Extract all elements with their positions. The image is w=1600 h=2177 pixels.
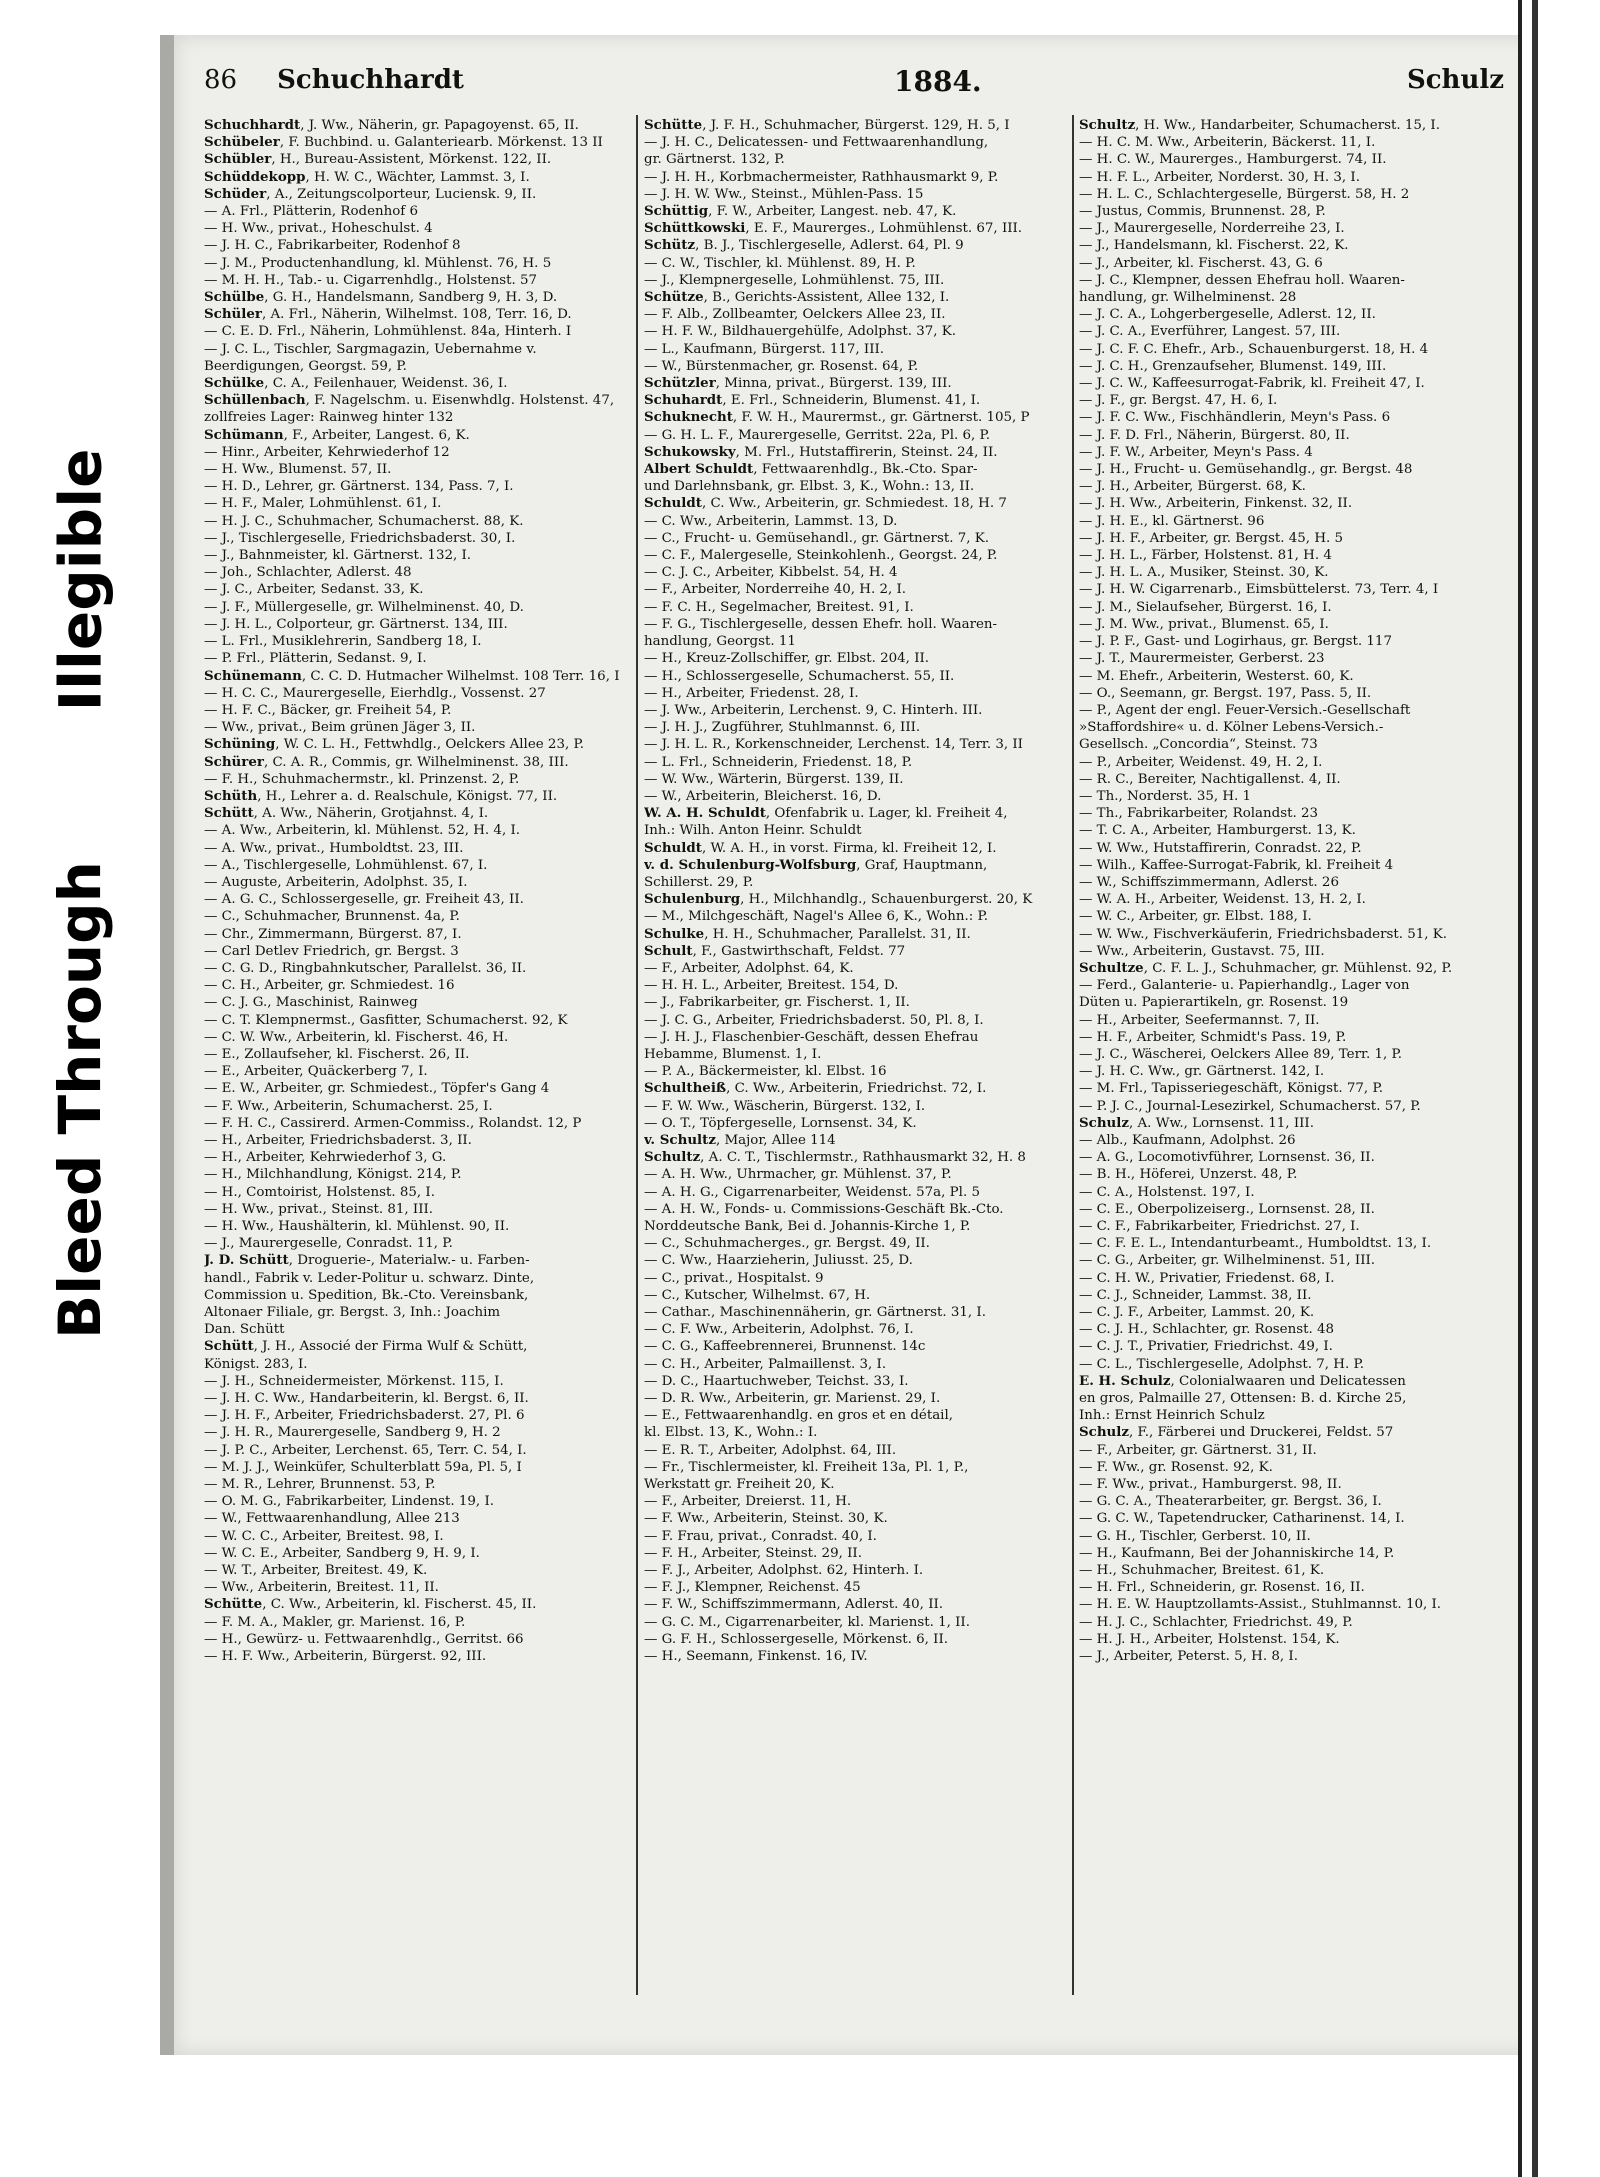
directory-entry-line: — W., Schiffszimmermann, Adlerst. 26	[1079, 874, 1339, 890]
header-right-name: Schulz	[1406, 65, 1504, 95]
directory-entry-line: Schütz, B. J., Tischlergeselle, Adlerst. 64, Pl. 9	[644, 237, 964, 254]
directory-entry-line: — G. C. W., Tapetendrucker, Catharinenst. 14, I.	[1079, 1511, 1405, 1527]
directory-entry-line: — J. H., Schneidermeister, Mörkenst. 115, I.	[204, 1373, 504, 1389]
directory-entry-line: — J. C., Klempner, dessen Ehefrau holl. Waaren-	[1079, 272, 1405, 288]
directory-entry-line: — J. F., gr. Bergst. 47, H. 6, I.	[1079, 393, 1278, 409]
page-number: 86	[204, 65, 238, 95]
directory-entry-line: Inh.: Ernst Heinrich Schulz	[1079, 1408, 1265, 1424]
directory-entry-line: — C. E. D. Frl., Näherin, Lohmühlenst. 84a, Hinterh. I	[204, 324, 572, 340]
directory-entry-line: Schübeler, F. Buchbind. u. Galanteriearb. Mörkenst. 13 II	[204, 134, 603, 151]
directory-entry-line: — C. F., Malergeselle, Steinkohlenh., Georgst. 24, P.	[644, 548, 998, 564]
page-header-left	[204, 65, 464, 95]
directory-entry-line: — F., Arbeiter, Adolphst. 64, K.	[644, 960, 854, 976]
directory-entry-line: — H. Frl., Schneiderin, gr. Rosenst. 16, II.	[1079, 1580, 1365, 1596]
directory-entry-line: — C. H. W., Privatier, Friedenst. 68, I.	[1079, 1270, 1335, 1286]
directory-entry-line: — Wilh., Kaffee-Surrogat-Fabrik, kl. Freiheit 4	[1079, 857, 1394, 873]
directory-entry-line: — C. G., Kaffeebrennerei, Brunnenst. 14c	[644, 1339, 926, 1355]
directory-entry-line: — G. C. A., Theaterarbeiter, gr. Bergst. 36, I.	[1079, 1494, 1382, 1510]
directory-entry-line: — M. H. H., Tab.- u. Cigarrenhdlg., Holstenst. 57	[204, 272, 538, 288]
directory-entry-line: — F. W., Schiffszimmermann, Adlerst. 40, II.	[644, 1597, 944, 1613]
page-header	[204, 65, 1514, 105]
page-edge-line	[1532, 0, 1538, 2177]
directory-entry-line: — L. Frl., Schneiderin, Friedenst. 18, P.	[644, 754, 913, 770]
directory-entry-line: — G. H., Tischler, Gerberst. 10, II.	[1079, 1528, 1311, 1544]
directory-entry-line: — H. E. W. Hauptzollamts-Assist., Stuhlmannst. 10, I.	[1079, 1597, 1442, 1613]
directory-entry-line: — C. Ww., Arbeiterin, Lammst. 13, D.	[644, 513, 898, 529]
directory-entry-line: — H. C. M. Ww., Arbeiterin, Bäckerst. 11, I.	[1079, 135, 1376, 151]
directory-entry-line: — H. F., Maler, Lohmühlenst. 61, I.	[204, 496, 442, 512]
directory-entry-line: — L. Frl., Musiklehrerin, Sandberg 18, I.	[204, 634, 482, 650]
directory-page-scan	[160, 35, 1554, 2055]
directory-entry-line: — H., Schlossergeselle, Schumacherst. 55, II.	[644, 668, 955, 684]
directory-entry-line: — H. F., Arbeiter, Schmidt's Pass. 19, P.	[1079, 1029, 1347, 1045]
directory-entry-line: — T. C. A., Arbeiter, Hamburgerst. 13, K.	[1079, 823, 1356, 839]
directory-entry-line: — F. J., Arbeiter, Adolphst. 62, Hinterh. I.	[644, 1563, 924, 1579]
directory-entry-line: Schülke, C. A., Feilenhauer, Weidenst. 36, I.	[204, 375, 508, 392]
directory-entry-line: — C. G., Arbeiter, gr. Wilhelminenst. 51, III.	[1079, 1253, 1376, 1269]
directory-entry-line: Schulz, F., Färberei und Druckerei, Feldst. 57	[1079, 1424, 1394, 1441]
directory-entry-line: Schüning, W. C. L. H., Fettwhdlg., Oelckers Allee 23, P.	[204, 736, 585, 753]
directory-entry-line: — C. J. H., Schlachter, gr. Rosenst. 48	[1079, 1322, 1335, 1338]
directory-entry-line: — J. F., Müllergeselle, gr. Wilhelminenst. 40, D.	[204, 599, 524, 615]
directory-entry-line: Schuldt, W. A. H., in vorst. Firma, kl. Freiheit 12, I.	[644, 839, 997, 856]
directory-entry-line: — J. H. C., Fabrikarbeiter, Rodenhof 8	[204, 238, 461, 254]
directory-entry-line: — C., Schuhmacherges., gr. Bergst. 49, II.	[644, 1236, 930, 1252]
directory-entry-line: — H., Seemann, Finkenst. 16, IV.	[644, 1649, 868, 1665]
directory-entry-line: — Chr., Zimmermann, Bürgerst. 87, I.	[204, 926, 462, 942]
column-divider	[636, 115, 638, 1995]
directory-entry-line: Hebamme, Blumenst. 1, I.	[644, 1046, 822, 1062]
directory-entry-line: — J. H. C. Ww., Handarbeiterin, kl. Bergst. 6, II.	[204, 1391, 529, 1407]
directory-entry-line: — F. J., Klempner, Reichenst. 45	[644, 1580, 861, 1596]
directory-entry-line: Schulenburg, H., Milchhandlg., Schauenburgerst. 20, K	[644, 891, 1033, 908]
directory-entry-line: — J. H. L., Färber, Holstenst. 81, H. 4	[1079, 548, 1332, 564]
adjacent-page-edge	[1518, 0, 1600, 2177]
directory-entry-line: — J. C. L., Tischler, Sargmagazin, Uebernahme v.	[204, 341, 537, 357]
directory-entry-line: — C., Kutscher, Wilhelmst. 67, H.	[644, 1287, 871, 1303]
directory-entry-line: Schümann, F., Arbeiter, Langest. 6, K.	[204, 426, 470, 443]
directory-entry-line: — A. Ww., privat., Humboldtst. 23, III.	[204, 840, 464, 856]
directory-entry-line: — F., Arbeiter, Norderreihe 40, H. 2, I.	[644, 582, 907, 598]
directory-entry-line: — Hinr., Arbeiter, Kehrwiederhof 12	[204, 444, 450, 460]
directory-entry-line: — J. P. C., Arbeiter, Lerchenst. 65, Terr. C. 54, I.	[204, 1442, 527, 1458]
directory-entry-line: — D. C., Haartuchweber, Teichst. 33, I.	[644, 1373, 909, 1389]
directory-entry-line: — H., Arbeiter, Friedenst. 28, I.	[644, 685, 859, 701]
directory-entry-line: — H. F. L., Arbeiter, Norderst. 30, H. 3, I.	[1079, 169, 1360, 185]
directory-entry-line: — H., Kaufmann, Bei der Johanniskirche 14, P.	[1079, 1545, 1395, 1561]
directory-entry-line: — H. Ww., Blumenst. 57, II.	[204, 462, 392, 478]
directory-entry-line: — Th., Norderst. 35, H. 1	[1079, 788, 1252, 804]
directory-entry-line: — H., Milchhandlung, Königst. 214, P.	[204, 1167, 462, 1183]
directory-entry-line: — H. J. H., Arbeiter, Holstenst. 154, K.	[1079, 1631, 1340, 1647]
directory-entry-line: — F. Frau, privat., Conradst. 40, I.	[644, 1528, 877, 1544]
directory-entry-line: — H., Arbeiter, Kehrwiederhof 3, G.	[204, 1150, 447, 1166]
directory-entry-line: — C. T. Klempnermst., Gasfitter, Schumacherst. 92, K	[204, 1012, 568, 1028]
directory-entry-line: Königst. 283, I.	[204, 1356, 308, 1372]
directory-entry-line: Schübler, H., Bureau-Assistent, Mörkenst. 122, II.	[204, 151, 552, 168]
directory-entry-line: Inh.: Wilh. Anton Heinr. Schuldt	[644, 823, 862, 839]
directory-entry-line: — Ferd., Galanterie- u. Papierhandlg., Lager von	[1079, 978, 1410, 994]
directory-entry-line: Schülbe, G. H., Handelsmann, Sandberg 9, H. 3, D.	[204, 289, 558, 306]
directory-entry-line: Schukowsky, M. Frl., Hutstaffirerin, Steinst. 24, II.	[644, 443, 998, 460]
directory-entry-line: — J. C., Wäscherei, Oelckers Allee 89, Terr. 1, P.	[1079, 1046, 1403, 1062]
directory-entry-line: Schüllenbach, F. Nagelschm. u. Eisenwhdlg. Holstenst. 47,	[204, 392, 615, 409]
directory-entry-line: — J. T., Maurermeister, Gerberst. 23	[1079, 651, 1325, 667]
directory-entry-line: — J. C. A., Lohgerbergeselle, Adlerst. 12, II.	[1079, 307, 1376, 323]
directory-entry-line: — D. R. Ww., Arbeiterin, gr. Marienst. 29, I.	[644, 1391, 941, 1407]
directory-entry-line: — H., Comtoirist, Holstenst. 85, I.	[204, 1184, 435, 1200]
directory-entry-line: — J. C. F. C. Ehefr., Arb., Schauenburgerst. 18, H. 4	[1079, 341, 1429, 357]
directory-entry-line: handlung, gr. Wilhelminenst. 28	[1079, 290, 1297, 306]
directory-entry-line: — J., Bahnmeister, kl. Gärtnerst. 132, I.	[204, 548, 472, 564]
directory-entry-line: — J. M. Ww., privat., Blumenst. 65, I.	[1079, 616, 1329, 632]
directory-entry-line: — E., Zollaufseher, kl. Fischerst. 26, II.	[204, 1046, 470, 1062]
directory-entry-line: Commission u. Spedition, Bk.-Cto. Vereinsbank,	[204, 1287, 529, 1303]
directory-entry-line: — O. M. G., Fabrikarbeiter, Lindenst. 19, I.	[204, 1494, 494, 1510]
directory-entry-line: — J. C. G., Arbeiter, Friedrichsbaderst. 50, Pl. 8, I.	[644, 1012, 984, 1028]
directory-entry-line: — C. J. C., Arbeiter, Kibbelst. 54, H. 4	[644, 565, 898, 581]
directory-column-2	[644, 117, 1064, 1665]
directory-entry-line: — H., Schuhmacher, Breitest. 61, K.	[1079, 1563, 1325, 1579]
directory-entry-line: — Th., Fabrikarbeiter, Rolandst. 23	[1079, 806, 1319, 822]
directory-entry-line: — H. Ww., Haushälterin, kl. Mühlenst. 90, II.	[204, 1219, 510, 1234]
directory-entry-line: — C. F. E. L., Intendanturbeamt., Humboldtst. 13, I.	[1079, 1236, 1432, 1252]
directory-entry-line: — Carl Detlev Friedrich, gr. Bergst. 3	[204, 943, 459, 959]
directory-entry-line: — C. W., Tischler, kl. Mühlenst. 89, H. P.	[644, 255, 916, 271]
directory-entry-line: gr. Gärtnerst. 132, P.	[644, 152, 785, 168]
directory-entry-line: — M. Frl., Tapisseriegeschäft, Königst. 77, P.	[1079, 1081, 1383, 1097]
directory-entry-line: — W. C. C., Arbeiter, Breitest. 98, I.	[204, 1528, 444, 1544]
directory-entry-line: — C. F., Fabrikarbeiter, Friedrichst. 27, I.	[1079, 1219, 1360, 1234]
directory-entry-line: — A. H. Ww., Uhrmacher, gr. Mühlenst. 37, P.	[644, 1167, 952, 1183]
directory-entry-line: J. D. Schütt, Droguerie-, Materialw.- u. Farben-	[204, 1252, 530, 1269]
directory-entry-line: — Ww., privat., Beim grünen Jäger 3, II.	[204, 720, 476, 736]
directory-entry-line: Schuhardt, E. Frl., Schneiderin, Blumenst. 41, I.	[644, 392, 981, 409]
directory-entry-line: — W. Ww., Fischverkäuferin, Friedrichsbaderst. 51, K.	[1079, 926, 1448, 942]
directory-entry-line: — G. H. L. F., Maurergeselle, Gerritst. 22a, Pl. 6, P.	[644, 427, 991, 443]
bleed-through-label	[20, 820, 140, 1380]
directory-entry-line: — J., Tischlergeselle, Friedrichsbaderst. 30, I.	[204, 530, 516, 546]
directory-entry-line: en gros, Palmaille 27, Ottensen: B. d. Kirche 25,	[1079, 1391, 1407, 1407]
directory-entry-line: — W., Arbeiterin, Bleicherst. 16, D.	[644, 788, 882, 804]
directory-entry-line: — G. C. M., Cigarrenarbeiter, kl. Marienst. 1, II.	[644, 1614, 970, 1630]
directory-entry-line: — J. F. W., Arbeiter, Meyn's Pass. 4	[1079, 444, 1313, 460]
directory-entry-line: — F. H. C., Cassirerd. Armen-Commiss., Rolandst. 12, P	[204, 1115, 582, 1131]
directory-entry-line: — H. F. Ww., Arbeiterin, Bürgerst. 92, III.	[204, 1649, 487, 1665]
directory-entry-line: — F. H., Schuhmachermstr., kl. Prinzenst. 2, P.	[204, 771, 520, 787]
directory-entry-line: Schüttkowski, E. F., Maurerges., Lohmühlenst. 67, III.	[644, 220, 1023, 237]
directory-entry-line: — Ww., Arbeiterin, Gustavst. 75, III.	[1079, 943, 1325, 959]
directory-entry-line: — J., Handelsmann, kl. Fischerst. 22, K.	[1079, 238, 1349, 254]
directory-entry-line: — J. C., Arbeiter, Sedanst. 33, K.	[204, 582, 424, 598]
directory-entry-line: — C. F. Ww., Arbeiterin, Adolphst. 76, I.	[644, 1322, 914, 1338]
directory-entry-line: Schultz, H. Ww., Handarbeiter, Schumacherst. 15, I.	[1079, 117, 1440, 133]
directory-entry-line: — J. H. F., Arbeiter, Friedrichsbaderst. 27, Pl. 6	[204, 1408, 525, 1424]
directory-entry-line: — P., Arbeiter, Weidenst. 49, H. 2, I.	[1079, 754, 1323, 770]
directory-entry-line: — E., Arbeiter, Quäckerberg 7, I.	[204, 1064, 428, 1080]
directory-entry-line: — H. H. L., Arbeiter, Breitest. 154, D.	[644, 978, 899, 994]
directory-entry-line: Schütte, C. Ww., Arbeiterin, kl. Fischerst. 45, II.	[204, 1596, 537, 1613]
directory-entry-line: — W. C. E., Arbeiter, Sandberg 9, H. 9, I.	[204, 1545, 480, 1561]
directory-entry-line: Schünemann, C. C. D. Hutmacher Wilhelmst. 108 Terr. 16, I	[204, 667, 620, 684]
directory-entry-line: — H. F. C., Bäcker, gr. Freiheit 54, P.	[204, 702, 452, 718]
directory-entry-line: — J., Arbeiter, kl. Fischerst. 43, G. 6	[1079, 255, 1323, 271]
directory-entry-line: Schuknecht, F. W. H., Maurermst., gr. Gärtnerst. 105, P	[644, 409, 1030, 426]
directory-entry-line: — F. G., Tischlergeselle, dessen Ehefr. holl. Waaren-	[644, 616, 998, 632]
directory-entry-line: — B. H., Höferei, Unzerst. 48, P.	[1079, 1167, 1298, 1183]
directory-entry-line: und Darlehnsbank, gr. Elbst. 3, K., Wohn.: 13, II.	[644, 479, 975, 495]
directory-entry-line: — C. H., Arbeiter, Palmaillenst. 3, I.	[644, 1356, 887, 1372]
directory-entry-line: — F. Ww., gr. Rosenst. 92, K.	[1079, 1459, 1273, 1475]
directory-entry-line: — A. G., Locomotivführer, Lornsenst. 36, II.	[1079, 1150, 1375, 1166]
directory-entry-line: — W., Bürstenmacher, gr. Rosenst. 64, P.	[644, 358, 919, 374]
directory-entry-line: — C. J. G., Maschinist, Rainweg	[204, 995, 418, 1011]
directory-entry-line: — Alb., Kaufmann, Adolphst. 26	[1079, 1132, 1296, 1148]
directory-entry-line: — G. F. H., Schlossergeselle, Mörkenst. 6, II.	[644, 1631, 949, 1647]
directory-entry-line: — F. Ww., Arbeiterin, Steinst. 30, K.	[644, 1511, 888, 1527]
directory-entry-line: — J. M., Productenhandlung, kl. Mühlenst. 76, H. 5	[204, 255, 552, 271]
directory-entry-line: — J. H. C. Ww., gr. Gärtnerst. 142, I.	[1079, 1064, 1325, 1080]
directory-entry-line: — A. Frl., Plätterin, Rodenhof 6	[204, 204, 419, 220]
directory-entry-line: — J. H. L. A., Musiker, Steinst. 30, K.	[1079, 565, 1329, 581]
directory-entry-line: — Justus, Commis, Brunnenst. 28, P.	[1079, 204, 1326, 220]
directory-entry-line: — H. F. W., Bildhauergehülfe, Adolphst. 37, K.	[644, 324, 957, 340]
directory-entry-line: — J. M., Sielaufseher, Bürgerst. 16, I.	[1079, 599, 1332, 615]
directory-entry-line: v. Schultz, Major, Allee 114	[644, 1131, 836, 1148]
directory-entry-line: — A. G. C., Schlossergeselle, gr. Freiheit 43, II.	[204, 892, 524, 908]
directory-entry-line: — H. J. C., Schlachter, Friedrichst. 49, P.	[1079, 1614, 1353, 1630]
directory-entry-line: — J. F. D. Frl., Näherin, Bürgerst. 80, II.	[1079, 427, 1350, 443]
directory-entry-line: — W. C., Arbeiter, gr. Elbst. 188, I.	[1079, 909, 1312, 925]
directory-entry-line: — J. H. W. Cigarrenarb., Eimsbüttelerst. 73, Terr. 4, I	[1079, 582, 1439, 598]
directory-entry-line: — C. A., Holstenst. 197, I.	[1079, 1184, 1255, 1200]
directory-entry-line: W. A. H. Schuldt, Ofenfabrik u. Lager, kl. Freiheit 4,	[644, 805, 1008, 822]
annotation-label-panel	[0, 0, 160, 1400]
directory-entry-line: — F. Ww., privat., Hamburgerst. 98, II.	[1079, 1477, 1342, 1493]
directory-entry-line: — C. J. F., Arbeiter, Lammst. 20, K.	[1079, 1305, 1315, 1321]
directory-entry-line: — C., privat., Hospitalst. 9	[644, 1270, 824, 1286]
directory-entry-line: — J. H. L. R., Korkenschneider, Lerchenst. 14, Terr. 3, II	[644, 737, 1023, 753]
directory-entry-line: — A., Tischlergeselle, Lohmühlenst. 67, I.	[204, 857, 488, 873]
directory-entry-line: Schultheiß, C. Ww., Arbeiterin, Friedrichst. 72, I.	[644, 1080, 987, 1097]
directory-entry-line: — A. H. W., Fonds- u. Commissions-Geschäft Bk.-Cto.	[644, 1201, 1004, 1217]
directory-entry-line: — L., Kaufmann, Bürgerst. 117, III.	[644, 341, 885, 357]
directory-entry-line: — C. J., Schneider, Lammst. 38, II.	[1079, 1287, 1312, 1303]
directory-entry-line: — H. Ww., privat., Steinst. 81, III.	[204, 1201, 434, 1217]
directory-entry-line: Schüder, A., Zeitungscolporteur, Luciensk. 9, II.	[204, 185, 537, 202]
directory-entry-line: Schuldt, C. Ww., Arbeiterin, gr. Schmiedest. 18, H. 7	[644, 495, 1007, 512]
directory-entry-line: E. H. Schulz, Colonialwaaren und Delicatessen	[1079, 1372, 1406, 1389]
directory-entry-line: — A. H. G., Cigarrenarbeiter, Weidenst. 57a, Pl. 5	[644, 1184, 980, 1200]
directory-entry-line: — J. Ww., Arbeiterin, Lerchenst. 9, C. Hinterh. III.	[644, 702, 983, 718]
directory-entry-line: — J. H. C., Delicatessen- und Fettwaarenhandlung,	[644, 135, 989, 151]
directory-entry-line: — C. L., Tischlergeselle, Adolphst. 7, H. P.	[1079, 1356, 1365, 1372]
directory-entry-line: — E. R. T., Arbeiter, Adolphst. 64, III.	[644, 1442, 897, 1458]
directory-entry-line: — W. A. H., Arbeiter, Weidenst. 13, H. 2, I.	[1079, 892, 1366, 908]
directory-entry-line: — F. H., Arbeiter, Steinst. 29, II.	[644, 1545, 862, 1561]
directory-entry-line: handlung, Georgst. 11	[644, 634, 796, 650]
directory-entry-line: Schüttig, F. W., Arbeiter, Langest. neb. 47, K.	[644, 203, 957, 220]
directory-entry-line: — J. H. W. Ww., Steinst., Mühlen-Pass. 15	[644, 186, 924, 202]
directory-entry-line: — H., Gewürz- u. Fettwaarenhdlg., Gerritst. 66	[204, 1631, 524, 1647]
directory-entry-line: — Fr., Tischlermeister, kl. Freiheit 13a, Pl. 1, P.,	[644, 1459, 969, 1475]
directory-entry-line: — H. Ww., privat., Hoheschulst. 4	[204, 221, 433, 237]
directory-entry-line: — C. Ww., Haarzieherin, Juliusst. 25, D.	[644, 1253, 913, 1269]
directory-entry-line: Schüddekopp, H. W. C., Wächter, Lammst. 3, I.	[204, 168, 530, 185]
directory-column-3	[1079, 117, 1499, 1665]
directory-entry-line: Schüth, H., Lehrer a. d. Realschule, Königst. 77, II.	[204, 787, 558, 804]
directory-entry-line: v. d. Schulenburg-Wolfsburg, Graf, Hauptmann,	[644, 856, 988, 873]
directory-entry-line: — W. Ww., Wärterin, Bürgerst. 139, II.	[644, 771, 904, 787]
directory-entry-line: handl., Fabrik v. Leder-Politur u. schwarz. Dinte,	[204, 1270, 535, 1286]
directory-entry-line: — E., Fettwaarenhandlg. en gros et en détail,	[644, 1408, 954, 1424]
directory-entry-line: — M. Ehefr., Arbeiterin, Westerst. 60, K.	[1079, 668, 1354, 684]
directory-entry-line: — C. G. D., Ringbahnkutscher, Parallelst. 36, II.	[204, 960, 527, 976]
directory-entry-line: — M., Milchgeschäft, Nagel's Allee 6, K., Wohn.: P.	[644, 909, 989, 925]
directory-entry-line: Schultze, C. F. L. J., Schuhmacher, gr. Mühlenst. 92, P.	[1079, 959, 1453, 976]
header-left-name: Schuchhardt	[277, 65, 464, 95]
directory-entry-line: — F., Arbeiter, gr. Gärtnerst. 31, II.	[1079, 1442, 1317, 1458]
directory-entry-line: — F. C. H., Segelmacher, Breitest. 91, I.	[644, 599, 914, 615]
directory-entry-line: — J., Fabrikarbeiter, gr. Fischerst. 1, II.	[644, 995, 910, 1011]
header-year: 1884.	[894, 65, 982, 98]
directory-entry-line: — H., Kreuz-Zollschiffer, gr. Elbst. 204, II.	[644, 651, 930, 667]
directory-entry-line: — P. J. C., Journal-Lesezirkel, Schumacherst. 57, P.	[1079, 1098, 1421, 1114]
directory-entry-line: — E. W., Arbeiter, gr. Schmiedest., Töpfer's Gang 4	[204, 1081, 550, 1097]
directory-entry-line: — W. Ww., Hutstaffirerin, Conradst. 22, P.	[1079, 840, 1362, 856]
directory-entry-line: — J. H. J., Zugführer, Stuhlmannst. 6, III.	[644, 720, 921, 736]
directory-entry-line: — C., Schuhmacher, Brunnenst. 4a, P.	[204, 909, 460, 925]
directory-entry-line: — C. E., Oberpolizeiserg., Lornsenst. 28, II.	[1079, 1201, 1375, 1217]
directory-entry-line: — J. H. F., Arbeiter, gr. Bergst. 45, H. 5	[1079, 530, 1344, 546]
illegible-label	[20, 420, 140, 740]
directory-entry-line: — F., Arbeiter, Dreierst. 11, H.	[644, 1494, 852, 1510]
directory-entry-line: — H. C. W., Maurerges., Hamburgerst. 74, II.	[1079, 152, 1387, 168]
directory-entry-line: — P. Frl., Plätterin, Sedanst. 9, I.	[204, 651, 427, 667]
directory-entry-line: — J. H. H., Korbmachermeister, Rathhausmarkt 9, P.	[644, 169, 999, 185]
directory-entry-line: — C. J. T., Privatier, Friedrichst. 49, I.	[1079, 1339, 1333, 1355]
directory-entry-line: — C. W. Ww., Arbeiterin, kl. Fischerst. 46, H.	[204, 1029, 509, 1045]
directory-entry-line: — M. R., Lehrer, Brunnenst. 53, P.	[204, 1477, 436, 1493]
directory-entry-line: — O. T., Töpfergeselle, Lornsenst. 34, K.	[644, 1115, 917, 1131]
directory-entry-line: — H., Arbeiter, Friedrichsbaderst. 3, II.	[204, 1132, 472, 1148]
bleed-through-label-text: Bleed Through	[46, 861, 115, 1339]
directory-entry-line: — F. W. Ww., Wäscherin, Bürgerst. 132, I.	[644, 1098, 926, 1114]
directory-entry-line: Schultz, A. C. T., Tischlermstr., Rathhausmarkt 32, H. 8	[644, 1149, 1026, 1166]
directory-entry-line: — J. H. L., Colporteur, gr. Gärtnerst. 134, III.	[204, 616, 508, 632]
directory-entry-line: — J. H., Arbeiter, Bürgerst. 68, K.	[1079, 479, 1306, 495]
directory-entry-line: Schütt, J. H., Associé der Firma Wulf & Schütt,	[204, 1338, 528, 1355]
directory-entry-line: — J., Arbeiter, Peterst. 5, H. 8, I.	[1079, 1649, 1298, 1665]
directory-entry-line: — J., Maurergeselle, Conradst. 11, P.	[204, 1236, 453, 1252]
directory-entry-line: Schuchhardt, J. Ww., Näherin, gr. Papagoyenst. 65, II.	[204, 117, 579, 133]
directory-entry-line: — J. H. J., Flaschenbier-Geschäft, dessen Ehefrau	[644, 1029, 979, 1045]
directory-entry-line: — P. A., Bäckermeister, kl. Elbst. 16	[644, 1064, 887, 1080]
directory-entry-line: Norddeutsche Bank, Bei d. Johannis-Kirche 1, P.	[644, 1219, 971, 1234]
directory-entry-line: Schürer, C. A. R., Commis, gr. Wilhelminenst. 38, III.	[204, 753, 569, 770]
directory-entry-line: »Staffordshire« u. d. Kölner Lebens-Versich.-	[1079, 720, 1384, 736]
directory-entry-line: — J., Maurergeselle, Norderreihe 23, I.	[1079, 221, 1345, 237]
directory-entry-line: Werkstatt gr. Freiheit 20, K.	[644, 1477, 835, 1493]
directory-entry-line: — J. H. Ww., Arbeiterin, Finkenst. 32, II.	[1079, 496, 1353, 512]
directory-entry-line: — J. H., Frucht- u. Gemüsehandlg., gr. Bergst. 48	[1079, 462, 1413, 478]
directory-entry-line: — F. Alb., Zollbeamter, Oelckers Allee 23, II.	[644, 307, 946, 323]
directory-entry-line: Schüler, A. Frl., Näherin, Wilhelmst. 108, Terr. 16, D.	[204, 306, 572, 323]
directory-entry-line: — Cathar., Maschinennäherin, gr. Gärtnerst. 31, I.	[644, 1305, 986, 1321]
directory-entry-line: Schult, F., Gastwirthschaft, Feldst. 77	[644, 942, 906, 959]
directory-entry-line: Schütte, J. F. H., Schuhmacher, Bürgerst. 129, H. 5, I	[644, 117, 1010, 133]
directory-entry-line: — J. C. A., Everführer, Langest. 57, III.	[1079, 324, 1341, 340]
directory-entry-line: — H. J. C., Schuhmacher, Schumacherst. 88, K.	[204, 513, 524, 529]
directory-entry-line: Schulz, A. Ww., Lornsenst. 11, III.	[1079, 1114, 1314, 1131]
directory-entry-line: — H. L. C., Schlachtergeselle, Bürgerst. 58, H. 2	[1079, 186, 1410, 202]
directory-entry-line: Dan. Schütt	[204, 1322, 285, 1338]
directory-entry-line: Albert Schuldt, Fettwaarenhdlg., Bk.-Cto. Spar-	[644, 461, 978, 478]
directory-entry-line: — J. P. F., Gast- und Logirhaus, gr. Bergst. 117	[1079, 634, 1392, 650]
directory-entry-line: — O., Seemann, gr. Bergst. 197, Pass. 5, II.	[1079, 685, 1372, 701]
directory-entry-line: — R. C., Bereiter, Nachtigallenst. 4, II.	[1079, 771, 1341, 787]
directory-entry-line: Schütze, B., Gerichts-Assistent, Allee 132, I.	[644, 289, 950, 306]
directory-entry-line: — F. Ww., Arbeiterin, Schumacherst. 25, I.	[204, 1098, 493, 1114]
directory-entry-line: — W., Fettwaarenhandlung, Allee 213	[204, 1511, 460, 1527]
directory-entry-line: — W. T., Arbeiter, Breitest. 49, K.	[204, 1563, 428, 1579]
directory-entry-line: — H., Arbeiter, Seefermannst. 7, II.	[1079, 1012, 1320, 1028]
directory-entry-line: Schillerst. 29, P.	[644, 874, 754, 890]
directory-entry-line: — C. H., Arbeiter, gr. Schmiedest. 16	[204, 978, 455, 994]
directory-entry-line: — Joh., Schlachter, Adlerst. 48	[204, 565, 412, 581]
directory-entry-line: zollfreies Lager: Rainweg hinter 132	[204, 410, 454, 426]
directory-entry-line: Gesellsch. „Concordia“, Steinst. 73	[1079, 737, 1318, 753]
directory-entry-line: — J., Klempnergeselle, Lohmühlenst. 75, III.	[644, 272, 945, 288]
directory-entry-line: Düten u. Papierartikeln, gr. Rosenst. 19	[1079, 995, 1349, 1011]
directory-entry-line: — C., Frucht- u. Gemüsehandl., gr. Gärtnerst. 7, K.	[644, 530, 990, 546]
column-divider	[1072, 115, 1074, 1995]
directory-entry-line: — J. H. E., kl. Gärtnerst. 96	[1079, 513, 1265, 529]
directory-column-1	[204, 117, 624, 1665]
directory-entry-line: — Auguste, Arbeiterin, Adolphst. 35, I.	[204, 874, 468, 890]
directory-entry-line: — P., Agent der engl. Feuer-Versich.-Gesellschaft	[1079, 702, 1411, 718]
directory-entry-line: — J. H. R., Maurergeselle, Sandberg 9, H. 2	[204, 1425, 501, 1441]
directory-entry-line: — M. J. J., Weinküfer, Schulterblatt 59a, Pl. 5, I	[204, 1459, 522, 1475]
directory-entry-line: — J. C. W., Kaffeesurrogat-Fabrik, kl. Freiheit 47, I.	[1079, 376, 1425, 392]
directory-entry-line: Schützler, Minna, privat., Bürgerst. 139, III.	[644, 375, 952, 392]
directory-entry-line: — A. Ww., Arbeiterin, kl. Mühlenst. 52, H. 4, I.	[204, 823, 520, 839]
directory-entry-line: — J. F. C. Ww., Fischhändlerin, Meyn's Pass. 6	[1079, 410, 1391, 426]
directory-entry-line: — H. C. C., Maurergeselle, Eierhdlg., Vossenst. 27	[204, 685, 546, 701]
illegible-label-text: Illegible	[46, 448, 114, 712]
directory-entry-line: — F. M. A., Makler, gr. Marienst. 16, P.	[204, 1614, 466, 1630]
directory-entry-line: Beerdigungen, Georgst. 59, P.	[204, 358, 407, 374]
directory-entry-line: Altonaer Filiale, gr. Bergst. 3, Inh.: Joachim	[204, 1305, 501, 1321]
directory-entry-line: kl. Elbst. 13, K., Wohn.: I.	[644, 1425, 818, 1441]
directory-entry-line: — Ww., Arbeiterin, Breitest. 11, II.	[204, 1580, 439, 1596]
directory-entry-line: — J. C. H., Grenzaufseher, Blumenst. 149, III.	[1079, 358, 1387, 374]
directory-entry-line: — H. D., Lehrer, gr. Gärtnerst. 134, Pass. 7, I.	[204, 479, 514, 495]
directory-entry-line: Schulke, H. H., Schuhmacher, Parallelst. 31, II.	[644, 925, 971, 942]
directory-entry-line: Schütt, A. Ww., Näherin, Grotjahnst. 4, I.	[204, 805, 489, 822]
